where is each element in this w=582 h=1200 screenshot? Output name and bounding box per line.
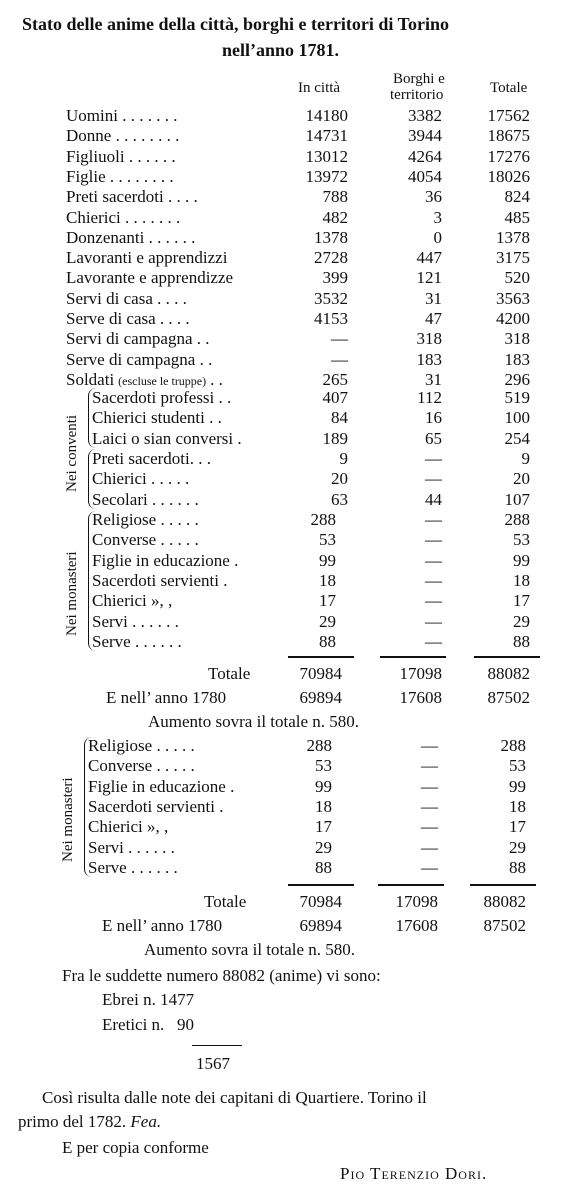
cell-borghi: 44 bbox=[425, 489, 442, 509]
cell-borghi: — bbox=[425, 591, 442, 611]
totals-rule-city bbox=[288, 656, 354, 658]
cell-total: 288 bbox=[500, 736, 526, 755]
cell-total: 288 bbox=[504, 510, 530, 529]
header-city: In città bbox=[298, 80, 341, 96]
cell-total: 17 bbox=[513, 591, 530, 611]
cell-city: 17 bbox=[315, 817, 332, 837]
row-label: Preti sacerdoti. . . bbox=[92, 448, 211, 468]
cell-total: 296 bbox=[504, 369, 530, 389]
cell-city: 29 bbox=[315, 837, 332, 857]
cell-city: 9 bbox=[339, 448, 348, 468]
row-label: Servi di casa . . . . bbox=[66, 288, 187, 308]
cell-city: 14731 bbox=[305, 126, 348, 146]
sum-value: 1567 bbox=[196, 1054, 230, 1073]
row-label: Converse . . . . . bbox=[88, 756, 195, 776]
totals-repeat-total: 88082 bbox=[483, 892, 526, 911]
prev-year-repeat-borghi: 17608 bbox=[395, 916, 438, 935]
note-line2-author: Fea. bbox=[130, 1112, 162, 1131]
cell-total: 53 bbox=[509, 756, 526, 776]
cell-city: 53 bbox=[319, 530, 336, 550]
among-line: Fra le suddette numero 88082 (anime) vi sono: bbox=[62, 966, 381, 985]
cell-borghi: — bbox=[421, 796, 438, 816]
copy-line: E per copia conforme bbox=[62, 1138, 209, 1157]
cell-borghi: — bbox=[425, 631, 442, 651]
cell-borghi: 4264 bbox=[408, 146, 442, 166]
cell-total: 99 bbox=[513, 550, 530, 570]
cell-total: 3563 bbox=[496, 288, 530, 308]
row-label: Servi di campagna . . bbox=[66, 329, 210, 349]
cell-city: 88 bbox=[315, 857, 332, 877]
cell-city: 99 bbox=[315, 776, 332, 796]
totals-repeat-city: 70984 bbox=[299, 892, 342, 911]
prev-year-city: 69894 bbox=[299, 688, 342, 707]
row-label: Figliuoli . . . . . . bbox=[66, 146, 176, 166]
cell-borghi: 16 bbox=[425, 408, 442, 428]
cell-total: 17 bbox=[509, 817, 526, 837]
cell-total: 88 bbox=[509, 857, 526, 877]
cell-city: — bbox=[331, 329, 348, 349]
cell-borghi: — bbox=[421, 736, 438, 755]
cell-borghi: 36 bbox=[425, 187, 442, 207]
cell-city: 13972 bbox=[305, 166, 348, 186]
monasteri-label: Nei monasteri bbox=[64, 551, 80, 636]
cell-borghi: 447 bbox=[416, 248, 442, 268]
cell-borghi: 3 bbox=[433, 207, 442, 227]
row-label: Chierici . . . . . bbox=[92, 469, 190, 489]
cell-city: 84 bbox=[331, 408, 348, 428]
row-label: Religiose . . . . . bbox=[92, 510, 199, 529]
cell-total: 520 bbox=[504, 268, 530, 288]
cell-city: 13012 bbox=[305, 146, 348, 166]
cell-city: 14180 bbox=[305, 106, 348, 125]
cell-city: 99 bbox=[319, 550, 336, 570]
totals-repeat-rule-total bbox=[470, 884, 536, 886]
row-label: Converse . . . . . bbox=[92, 530, 199, 550]
note-line2 bbox=[18, 1112, 161, 1132]
cell-borghi: 4054 bbox=[408, 166, 442, 186]
increase-line: Aumento sovra il totale n. 580. bbox=[148, 712, 360, 731]
row-label-note: (escluse le truppe) bbox=[118, 373, 207, 388]
header-total: Totale bbox=[490, 80, 528, 96]
cell-city: 17 bbox=[319, 591, 336, 611]
cell-total: 107 bbox=[504, 489, 530, 509]
cell-borghi: — bbox=[425, 611, 442, 631]
row-label: Sacerdoti servienti . bbox=[88, 796, 224, 816]
totals-rule-total bbox=[474, 656, 540, 658]
monasteri-repeat-brace bbox=[84, 737, 95, 877]
signature: Pio Terenzio Dori. bbox=[340, 1164, 488, 1183]
cell-borghi: — bbox=[425, 469, 442, 489]
doc-title-line2: nell’anno 1781. bbox=[222, 40, 340, 60]
row-label: Uomini . . . . . . . bbox=[66, 106, 178, 125]
cell-total: 318 bbox=[504, 329, 530, 349]
row-label: Sacerdoti professi . . bbox=[92, 388, 232, 407]
conventi-brace-1 bbox=[88, 388, 99, 448]
cell-total: 17562 bbox=[487, 106, 530, 125]
prev-year-label: E nell’ anno 1780 bbox=[106, 688, 227, 707]
row-label: Figlie in educazione . bbox=[92, 550, 239, 570]
cell-total: 18 bbox=[509, 796, 526, 816]
row-label: Donzenanti . . . . . . bbox=[66, 227, 196, 247]
cell-borghi: 65 bbox=[425, 428, 442, 448]
cell-city: 482 bbox=[322, 207, 348, 227]
cell-city: 88 bbox=[319, 631, 336, 651]
cell-borghi: — bbox=[421, 776, 438, 796]
cell-borghi: 31 bbox=[425, 288, 442, 308]
conventi-label: Nei conventi bbox=[64, 414, 80, 492]
cell-total: 99 bbox=[509, 776, 526, 796]
monasteri-brace bbox=[88, 511, 99, 651]
totals-borghi: 17098 bbox=[399, 664, 442, 683]
row-label: Chierici », , bbox=[92, 591, 173, 611]
row-label: Chierici . . . . . . . bbox=[66, 207, 181, 227]
cell-city: 788 bbox=[322, 187, 348, 207]
cell-city: 399 bbox=[322, 268, 348, 288]
cell-city: 53 bbox=[315, 756, 332, 776]
row-label: Religiose . . . . . bbox=[88, 736, 195, 755]
cell-total: 1378 bbox=[496, 227, 530, 247]
note-line1: Così risulta dalle note dei capitani di Quartiere. Torino il bbox=[42, 1088, 427, 1107]
totals-label: Totale bbox=[208, 664, 251, 683]
cell-borghi: — bbox=[425, 570, 442, 590]
cell-total: 18675 bbox=[487, 126, 530, 146]
cell-borghi: 112 bbox=[417, 388, 442, 407]
row-label: Lavoranti e apprendizzi bbox=[66, 248, 228, 268]
totals-total: 88082 bbox=[487, 664, 530, 683]
row-label: Chierici », , bbox=[88, 817, 169, 837]
cell-borghi: 31 bbox=[425, 369, 442, 389]
totals-repeat-borghi: 17098 bbox=[395, 892, 438, 911]
cell-city: 288 bbox=[306, 736, 332, 755]
cell-borghi: — bbox=[425, 510, 442, 529]
row-label: Figlie . . . . . . . . bbox=[66, 166, 174, 186]
cell-borghi: — bbox=[421, 817, 438, 837]
row-label: Servi . . . . . . bbox=[92, 611, 179, 631]
cell-city: 3532 bbox=[314, 288, 348, 308]
row-label: Serve . . . . . . bbox=[88, 857, 178, 877]
header-borghi-line2: territorio bbox=[390, 87, 444, 103]
cell-city: 407 bbox=[322, 388, 348, 407]
cell-total: 100 bbox=[504, 408, 530, 428]
cell-borghi: — bbox=[421, 857, 438, 877]
cell-city: 18 bbox=[319, 570, 336, 590]
cell-city: 288 bbox=[310, 510, 336, 529]
row-label-dots: . . bbox=[210, 369, 223, 389]
prev-year-repeat-city: 69894 bbox=[299, 916, 342, 935]
cell-total: 88 bbox=[513, 631, 530, 651]
prev-year-repeat-label: E nell’ anno 1780 bbox=[102, 916, 223, 935]
sum-rule bbox=[192, 1045, 242, 1046]
row-label: Sacerdoti servienti . bbox=[92, 570, 228, 590]
cell-total: 519 bbox=[504, 388, 530, 407]
cell-borghi: 318 bbox=[416, 329, 442, 349]
cell-borghi: — bbox=[421, 837, 438, 857]
totals-repeat-rule-city bbox=[288, 884, 354, 886]
row-label: Figlie in educazione . bbox=[88, 776, 235, 796]
doc-title-line1: Stato delle anime della città, borghi e territori di Torino bbox=[22, 14, 449, 34]
row-label: Chierici studenti . . bbox=[92, 408, 222, 428]
totals-city: 70984 bbox=[299, 664, 342, 683]
row-label: Serve di casa . . . . bbox=[66, 309, 190, 328]
cell-borghi: 0 bbox=[433, 227, 442, 247]
cell-city: 4153 bbox=[314, 309, 348, 328]
totals-repeat-rule-borghi bbox=[378, 884, 444, 886]
note-line2-text: primo del 1782. bbox=[18, 1112, 131, 1131]
cell-borghi: 183 bbox=[416, 349, 442, 369]
totals-rule-borghi bbox=[380, 656, 446, 658]
cell-total: 824 bbox=[504, 187, 530, 207]
cell-total: 3175 bbox=[496, 248, 530, 268]
cell-total: 20 bbox=[513, 469, 530, 489]
header-borghi-line1: Borghi e bbox=[393, 71, 445, 87]
row-label: Servi . . . . . . bbox=[88, 837, 175, 857]
eretici-line: Eretici n. 90 bbox=[102, 1015, 195, 1034]
cell-city: 63 bbox=[331, 489, 348, 509]
cell-city: 189 bbox=[322, 428, 348, 448]
increase-repeat-line: Aumento sovra il totale n. 580. bbox=[144, 940, 356, 959]
cell-total: 254 bbox=[504, 428, 530, 448]
prev-year-total: 87502 bbox=[487, 688, 530, 707]
cell-total: 18 bbox=[513, 570, 530, 590]
cell-city: 2728 bbox=[314, 248, 348, 268]
cell-city: 29 bbox=[319, 611, 336, 631]
cell-total: 29 bbox=[509, 837, 526, 857]
row-label: Laici o sian conversi . bbox=[92, 428, 242, 448]
row-label: Serve . . . . . . bbox=[92, 631, 182, 651]
cell-total: 183 bbox=[504, 349, 530, 369]
row-label: Preti sacerdoti . . . . bbox=[66, 187, 198, 207]
cell-city: 18 bbox=[315, 796, 332, 816]
totals-repeat-label: Totale bbox=[204, 892, 247, 911]
cell-borghi: 3944 bbox=[408, 126, 442, 146]
cell-borghi: — bbox=[425, 530, 442, 550]
cell-total: 4200 bbox=[496, 309, 530, 328]
cell-borghi: 121 bbox=[416, 268, 442, 288]
cell-total: 485 bbox=[504, 207, 530, 227]
ebrei-line: Ebrei n. 1477 bbox=[102, 990, 195, 1009]
cell-city: — bbox=[331, 349, 348, 369]
cell-total: 9 bbox=[521, 448, 530, 468]
row-label: Serve di campagna . . bbox=[66, 349, 213, 369]
cell-borghi: — bbox=[425, 550, 442, 570]
prev-year-borghi: 17608 bbox=[399, 688, 442, 707]
cell-borghi: — bbox=[421, 756, 438, 776]
cell-total: 18026 bbox=[487, 166, 530, 186]
cell-total: 29 bbox=[513, 611, 530, 631]
row-label: Secolari . . . . . . bbox=[92, 489, 199, 509]
cell-total: 53 bbox=[513, 530, 530, 550]
cell-borghi: — bbox=[425, 448, 442, 468]
cell-city: 20 bbox=[331, 469, 348, 489]
row-label-main: Soldati bbox=[66, 369, 115, 389]
monasteri-repeat-label: Nei monasteri bbox=[60, 777, 76, 862]
cell-city: 265 bbox=[322, 369, 348, 389]
row-label: Lavorante e apprendizze bbox=[66, 268, 234, 288]
cell-total: 17276 bbox=[487, 146, 530, 166]
cell-city: 1378 bbox=[314, 227, 348, 247]
cell-borghi: 3382 bbox=[408, 106, 442, 125]
cell-borghi: 47 bbox=[425, 309, 442, 328]
row-label: Donne . . . . . . . . bbox=[66, 126, 180, 146]
conventi-brace-2 bbox=[88, 449, 99, 509]
prev-year-repeat-total: 87502 bbox=[483, 916, 526, 935]
